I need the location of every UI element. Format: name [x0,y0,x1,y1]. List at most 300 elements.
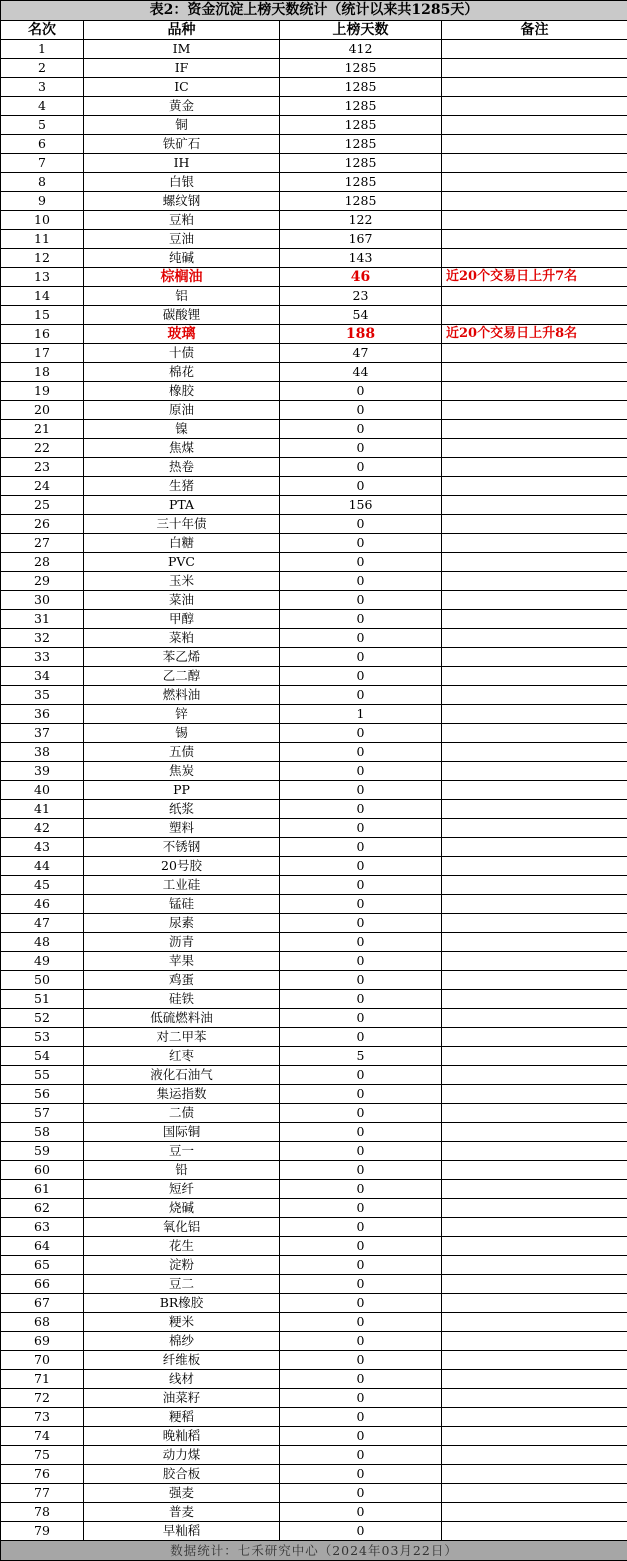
table-row [1,914,627,933]
rank-cell: 34 [1,667,84,686]
note-cell [442,781,627,800]
rank-cell: 49 [1,952,84,971]
table-row [1,1104,627,1123]
table-header-row [1,21,627,40]
days-cell: 1285 [280,135,442,154]
note-cell [442,420,627,439]
name-cell: 塑料 [84,819,280,838]
table-row [1,154,627,173]
days-cell: 54 [280,306,442,325]
name-cell: 锌 [84,705,280,724]
table-row [1,1389,627,1408]
days-cell: 0 [280,1161,442,1180]
note-cell [442,971,627,990]
rank-cell: 24 [1,477,84,496]
table-row [1,781,627,800]
note-cell [442,515,627,534]
rank-cell: 62 [1,1199,84,1218]
note-cell [442,1066,627,1085]
days-cell: 0 [280,1104,442,1123]
table-row [1,1237,627,1256]
name-cell: IF [84,59,280,78]
name-cell: 纤维板 [84,1351,280,1370]
note-cell [442,230,627,249]
rank-cell: 45 [1,876,84,895]
note-cell [442,192,627,211]
note-cell [442,173,627,192]
note-cell [442,1408,627,1427]
table-row [1,1066,627,1085]
note-cell [442,439,627,458]
rank-cell: 14 [1,287,84,306]
days-cell: 0 [280,1218,442,1237]
table-row [1,287,627,306]
rank-cell: 68 [1,1313,84,1332]
note-cell [442,1161,627,1180]
name-cell: 淀粉 [84,1256,280,1275]
days-cell: 0 [280,1199,442,1218]
days-cell: 0 [280,762,442,781]
note-cell [442,1294,627,1313]
name-cell: 晚籼稻 [84,1427,280,1446]
table-row [1,211,627,230]
table-row [1,743,627,762]
table-row [1,1218,627,1237]
table-row [1,819,627,838]
note-cell [442,154,627,173]
days-cell: 0 [280,971,442,990]
note-cell [442,1047,627,1066]
rank-cell: 43 [1,838,84,857]
name-cell: 三十年债 [84,515,280,534]
days-cell: 0 [280,1085,442,1104]
rank-cell: 38 [1,743,84,762]
days-cell: 1285 [280,116,442,135]
name-cell: 短纤 [84,1180,280,1199]
table-row [1,458,627,477]
days-cell: 0 [280,629,442,648]
rank-cell: 3 [1,78,84,97]
note-cell [442,382,627,401]
rank-cell: 11 [1,230,84,249]
table-row [1,40,627,59]
days-cell: 0 [280,914,442,933]
days-cell: 0 [280,1066,442,1085]
rank-cell: 4 [1,97,84,116]
name-cell: 豆油 [84,230,280,249]
days-cell: 0 [280,990,442,1009]
name-cell: 生猪 [84,477,280,496]
name-cell: 五债 [84,743,280,762]
days-cell: 0 [280,1180,442,1199]
name-cell: 普麦 [84,1503,280,1522]
table-row [1,173,627,192]
table-row [1,97,627,116]
note-cell [442,477,627,496]
name-cell: 20号胶 [84,857,280,876]
note-cell [442,344,627,363]
rank-cell: 70 [1,1351,84,1370]
name-cell: 橡胶 [84,382,280,401]
name-cell: 不锈钢 [84,838,280,857]
name-cell: IM [84,40,280,59]
table-row [1,724,627,743]
name-cell: 线材 [84,1370,280,1389]
rank-cell: 65 [1,1256,84,1275]
name-cell: 国际铜 [84,1123,280,1142]
header-days: 上榜天数 [280,21,442,40]
name-cell: 豆二 [84,1275,280,1294]
table-row [1,572,627,591]
note-cell [442,1275,627,1294]
table-row [1,230,627,249]
table-row [1,1484,627,1503]
note-cell [442,1218,627,1237]
days-cell: 44 [280,363,442,382]
note-cell [442,458,627,477]
rank-cell: 8 [1,173,84,192]
data-source-footer: 数据统计：七禾研究中心（2024年03月22日） [1,1541,627,1561]
rank-cell: 44 [1,857,84,876]
days-cell: 0 [280,1142,442,1161]
note-cell [442,667,627,686]
name-cell: 集运指数 [84,1085,280,1104]
name-cell: 豆一 [84,1142,280,1161]
name-cell: 动力煤 [84,1446,280,1465]
table-row [1,1180,627,1199]
days-cell: 0 [280,1484,442,1503]
rank-cell: 42 [1,819,84,838]
days-cell: 0 [280,1503,442,1522]
rank-cell: 64 [1,1237,84,1256]
rank-cell: 10 [1,211,84,230]
table-row [1,1256,627,1275]
name-cell: 热卷 [84,458,280,477]
rank-cell: 78 [1,1503,84,1522]
name-cell: 螺纹钢 [84,192,280,211]
name-cell: 烧碱 [84,1199,280,1218]
table-row [1,1370,627,1389]
note-cell [442,1180,627,1199]
name-cell: 强麦 [84,1484,280,1503]
note-cell [442,838,627,857]
note-cell [442,135,627,154]
rank-cell: 46 [1,895,84,914]
name-cell: 红枣 [84,1047,280,1066]
name-cell: 玻璃 [84,325,280,344]
name-cell: 纯碱 [84,249,280,268]
rank-cell: 71 [1,1370,84,1389]
name-cell: 铜 [84,116,280,135]
name-cell: 燃料油 [84,686,280,705]
table-row [1,1085,627,1104]
note-cell [442,1427,627,1446]
table-title: 表2：资金沉淀上榜天数统计（统计以来共1285天） [1,1,627,21]
rank-cell: 74 [1,1427,84,1446]
days-cell: 0 [280,724,442,743]
table-row [1,1142,627,1161]
rank-cell: 1 [1,40,84,59]
table-row [1,705,627,724]
rank-cell: 67 [1,1294,84,1313]
rank-cell: 59 [1,1142,84,1161]
days-cell: 0 [280,1028,442,1047]
note-cell [442,1313,627,1332]
table-row [1,306,627,325]
header-rank: 名次 [1,21,84,40]
days-cell: 0 [280,1009,442,1028]
days-cell: 167 [280,230,442,249]
rank-cell: 61 [1,1180,84,1199]
days-cell: 0 [280,420,442,439]
rank-cell: 22 [1,439,84,458]
note-cell [442,1009,627,1028]
days-cell: 0 [280,458,442,477]
days-cell: 0 [280,1275,442,1294]
name-cell: 黄金 [84,97,280,116]
name-cell: 铁矿石 [84,135,280,154]
name-cell: IC [84,78,280,97]
note-cell: 近20个交易日上升7名 [442,268,627,287]
days-cell: 0 [280,1351,442,1370]
days-cell: 1 [280,705,442,724]
table-row [1,629,627,648]
name-cell: 白糖 [84,534,280,553]
note-cell [442,1465,627,1484]
note-cell [442,116,627,135]
days-cell: 0 [280,1408,442,1427]
name-cell: 棉花 [84,363,280,382]
days-cell: 1285 [280,78,442,97]
rank-cell: 17 [1,344,84,363]
name-cell: 二债 [84,1104,280,1123]
note-cell [442,1370,627,1389]
table-row [1,667,627,686]
name-cell: BR橡胶 [84,1294,280,1313]
table-row [1,686,627,705]
days-cell: 0 [280,1332,442,1351]
note-cell [442,724,627,743]
name-cell: 豆粕 [84,211,280,230]
name-cell: 焦煤 [84,439,280,458]
table-row [1,1294,627,1313]
table-row [1,116,627,135]
table-row [1,439,627,458]
days-cell: 0 [280,648,442,667]
note-cell [442,1199,627,1218]
rank-cell: 47 [1,914,84,933]
rank-cell: 21 [1,420,84,439]
table-row [1,971,627,990]
rank-cell: 57 [1,1104,84,1123]
note-cell [442,1085,627,1104]
name-cell: 硅铁 [84,990,280,1009]
note-cell [442,1256,627,1275]
days-cell: 412 [280,40,442,59]
table-row [1,1522,627,1541]
days-cell: 188 [280,325,442,344]
header-name: 品种 [84,21,280,40]
days-cell: 0 [280,515,442,534]
note-cell [442,800,627,819]
name-cell: 氧化铝 [84,1218,280,1237]
note-cell [442,591,627,610]
note-cell [442,857,627,876]
rank-cell: 37 [1,724,84,743]
name-cell: PVC [84,553,280,572]
table-row [1,420,627,439]
rank-cell: 27 [1,534,84,553]
name-cell: 原油 [84,401,280,420]
days-cell: 1285 [280,97,442,116]
days-cell: 0 [280,667,442,686]
rank-cell: 63 [1,1218,84,1237]
table-row [1,1009,627,1028]
note-cell [442,1123,627,1142]
rank-cell: 39 [1,762,84,781]
days-cell: 1285 [280,59,442,78]
days-cell: 47 [280,344,442,363]
table-row [1,857,627,876]
name-cell: 焦炭 [84,762,280,781]
table-row [1,800,627,819]
name-cell: 铅 [84,1161,280,1180]
note-cell [442,876,627,895]
note-cell [442,895,627,914]
note-cell [442,287,627,306]
name-cell: 花生 [84,1237,280,1256]
rank-cell: 76 [1,1465,84,1484]
days-cell: 0 [280,572,442,591]
rank-cell: 73 [1,1408,84,1427]
rank-cell: 33 [1,648,84,667]
rank-cell: 55 [1,1066,84,1085]
name-cell: IH [84,154,280,173]
name-cell: 油菜籽 [84,1389,280,1408]
table-row [1,1161,627,1180]
note-cell [442,990,627,1009]
days-cell: 0 [280,819,442,838]
name-cell: 玉米 [84,572,280,591]
days-cell: 0 [280,800,442,819]
note-cell: 近20个交易日上升8名 [442,325,627,344]
table-row [1,990,627,1009]
days-cell: 0 [280,439,442,458]
note-cell [442,914,627,933]
rank-cell: 56 [1,1085,84,1104]
note-cell [442,363,627,382]
rank-cell: 30 [1,591,84,610]
days-cell: 0 [280,1237,442,1256]
note-cell [442,1028,627,1047]
rank-cell: 29 [1,572,84,591]
name-cell: 白银 [84,173,280,192]
table-row [1,1047,627,1066]
name-cell: 乙二醇 [84,667,280,686]
table-row [1,553,627,572]
name-cell: 粳稻 [84,1408,280,1427]
days-cell: 0 [280,1256,442,1275]
rank-cell: 40 [1,781,84,800]
name-cell: 胶合板 [84,1465,280,1484]
table-row [1,1408,627,1427]
rank-cell: 23 [1,458,84,477]
days-cell: 1285 [280,154,442,173]
rank-cell: 50 [1,971,84,990]
days-cell: 0 [280,477,442,496]
table-row [1,496,627,515]
table-footer-row [1,1541,627,1561]
days-cell: 0 [280,838,442,857]
rank-cell: 60 [1,1161,84,1180]
table-row [1,1332,627,1351]
note-cell [442,97,627,116]
table-row [1,1028,627,1047]
name-cell: 碳酸锂 [84,306,280,325]
days-cell: 0 [280,781,442,800]
name-cell: 锰硅 [84,895,280,914]
rank-cell: 36 [1,705,84,724]
days-cell: 0 [280,743,442,762]
rank-cell: 28 [1,553,84,572]
rank-cell: 7 [1,154,84,173]
days-cell: 0 [280,857,442,876]
note-cell [442,1142,627,1161]
days-cell: 0 [280,1446,442,1465]
rank-cell: 6 [1,135,84,154]
name-cell: 液化石油气 [84,1066,280,1085]
table-row [1,135,627,154]
table-row [1,78,627,97]
note-cell [442,1446,627,1465]
days-cell: 0 [280,1370,442,1389]
name-cell: 菜粕 [84,629,280,648]
name-cell: 锡 [84,724,280,743]
days-cell: 0 [280,1123,442,1142]
note-cell [442,306,627,325]
table-row [1,344,627,363]
table-row [1,401,627,420]
rank-cell: 5 [1,116,84,135]
days-cell: 0 [280,952,442,971]
table-row [1,1446,627,1465]
name-cell: 早籼稻 [84,1522,280,1541]
rank-cell: 18 [1,363,84,382]
table-row [1,1465,627,1484]
days-cell: 0 [280,382,442,401]
table-row [1,59,627,78]
note-cell [442,629,627,648]
rank-cell: 69 [1,1332,84,1351]
table-row [1,1351,627,1370]
note-cell [442,648,627,667]
days-cell: 46 [280,268,442,287]
rank-cell: 52 [1,1009,84,1028]
table-row [1,876,627,895]
days-cell: 0 [280,534,442,553]
table-row [1,933,627,952]
note-cell [442,211,627,230]
days-cell: 5 [280,1047,442,1066]
note-cell [442,59,627,78]
table-row [1,610,627,629]
note-cell [442,78,627,97]
rank-cell: 35 [1,686,84,705]
name-cell: 鸡蛋 [84,971,280,990]
table-row [1,838,627,857]
days-cell: 1285 [280,173,442,192]
table-row [1,192,627,211]
